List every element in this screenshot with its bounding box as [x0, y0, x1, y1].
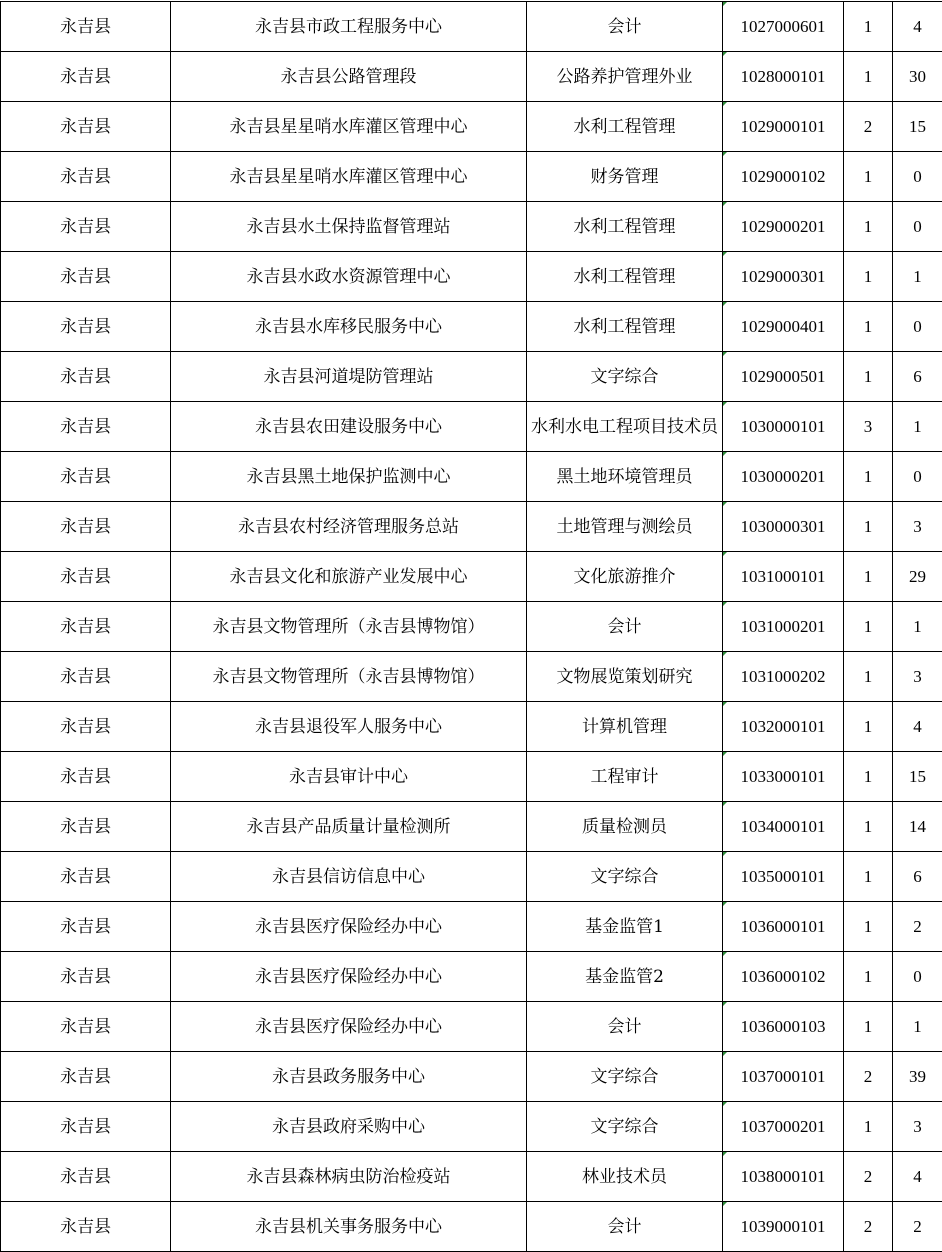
unit-name-cell: 永吉县农田建设服务中心 — [171, 402, 527, 452]
county-cell: 永吉县 — [1, 102, 171, 152]
hiring-count-cell: 1 — [844, 802, 893, 852]
table-body — [1, 2, 942, 1252]
position-cell: 会计 — [527, 2, 723, 52]
position-code-cell: 1036000101 — [723, 902, 844, 952]
hiring-count-cell: 2 — [844, 1152, 893, 1202]
county-cell: 永吉县 — [1, 752, 171, 802]
position-cell: 林业技术员 — [527, 1152, 723, 1202]
unit-name-cell: 永吉县文物管理所（永吉县博物馆） — [171, 652, 527, 702]
applicant-count-cell: 1 — [893, 602, 942, 652]
position-code-cell: 1036000102 — [723, 952, 844, 1002]
position-code-cell: 1029000102 — [723, 152, 844, 202]
unit-name-cell: 永吉县机关事务服务中心 — [171, 1202, 527, 1252]
table-row — [1, 102, 942, 152]
position-cell: 会计 — [527, 1002, 723, 1052]
county-cell: 永吉县 — [1, 1152, 171, 1202]
position-cell: 文字综合 — [527, 352, 723, 402]
table-row — [1, 352, 942, 402]
position-cell: 基金监管2 — [527, 952, 723, 1002]
table-row — [1, 652, 942, 702]
hiring-count-cell: 1 — [844, 52, 893, 102]
hiring-count-cell: 1 — [844, 1002, 893, 1052]
hiring-count-cell: 1 — [844, 252, 893, 302]
county-cell: 永吉县 — [1, 702, 171, 752]
county-cell: 永吉县 — [1, 1052, 171, 1102]
county-cell: 永吉县 — [1, 152, 171, 202]
applicant-count-cell: 0 — [893, 202, 942, 252]
applicant-count-cell: 3 — [893, 652, 942, 702]
table-row — [1, 952, 942, 1002]
position-code-cell: 1030000301 — [723, 502, 844, 552]
position-code-cell: 1030000201 — [723, 452, 844, 502]
county-cell: 永吉县 — [1, 802, 171, 852]
hiring-count-cell: 1 — [844, 952, 893, 1002]
hiring-count-cell: 1 — [844, 152, 893, 202]
unit-name-cell: 永吉县文化和旅游产业发展中心 — [171, 552, 527, 602]
hiring-count-cell: 1 — [844, 452, 893, 502]
unit-name-cell: 永吉县水库移民服务中心 — [171, 302, 527, 352]
county-cell: 永吉县 — [1, 602, 171, 652]
county-cell: 永吉县 — [1, 202, 171, 252]
table-row — [1, 52, 942, 102]
hiring-count-cell: 1 — [844, 652, 893, 702]
county-cell: 永吉县 — [1, 902, 171, 952]
position-code-cell: 1032000101 — [723, 702, 844, 752]
position-code-cell: 1031000202 — [723, 652, 844, 702]
table-row — [1, 252, 942, 302]
position-code-cell: 1029000201 — [723, 202, 844, 252]
hiring-count-cell: 1 — [844, 752, 893, 802]
table-row — [1, 802, 942, 852]
applicant-count-cell: 39 — [893, 1052, 942, 1102]
county-cell: 永吉县 — [1, 652, 171, 702]
unit-name-cell: 永吉县政务服务中心 — [171, 1052, 527, 1102]
applicant-count-cell: 0 — [893, 952, 942, 1002]
county-cell: 永吉县 — [1, 1102, 171, 1152]
hiring-count-cell: 1 — [844, 1102, 893, 1152]
position-cell: 文字综合 — [527, 852, 723, 902]
applicant-count-cell: 15 — [893, 752, 942, 802]
position-cell: 黑土地环境管理员 — [527, 452, 723, 502]
county-cell: 永吉县 — [1, 452, 171, 502]
applicant-count-cell: 0 — [893, 302, 942, 352]
position-cell: 水利工程管理 — [527, 202, 723, 252]
position-cell: 文字综合 — [527, 1052, 723, 1102]
unit-name-cell: 永吉县审计中心 — [171, 752, 527, 802]
position-code-cell: 1028000101 — [723, 52, 844, 102]
applicant-count-cell: 14 — [893, 802, 942, 852]
unit-name-cell: 永吉县文物管理所（永吉县博物馆） — [171, 602, 527, 652]
table-row — [1, 452, 942, 502]
county-cell: 永吉县 — [1, 552, 171, 602]
hiring-count-cell: 1 — [844, 352, 893, 402]
unit-name-cell: 永吉县医疗保险经办中心 — [171, 902, 527, 952]
hiring-count-cell: 2 — [844, 1202, 893, 1252]
position-cell: 文字综合 — [527, 1102, 723, 1152]
unit-name-cell: 永吉县森林病虫防治检疫站 — [171, 1152, 527, 1202]
county-cell: 永吉县 — [1, 252, 171, 302]
position-cell: 文物展览策划研究 — [527, 652, 723, 702]
hiring-count-cell: 1 — [844, 702, 893, 752]
applicant-count-cell: 4 — [893, 702, 942, 752]
position-code-cell: 1029000101 — [723, 102, 844, 152]
unit-name-cell: 永吉县农村经济管理服务总站 — [171, 502, 527, 552]
unit-name-cell: 永吉县产品质量计量检测所 — [171, 802, 527, 852]
county-cell: 永吉县 — [1, 502, 171, 552]
table-row — [1, 1102, 942, 1152]
applicant-count-cell: 3 — [893, 502, 942, 552]
position-cell: 水利水电工程项目技术员 — [527, 402, 723, 452]
unit-name-cell: 永吉县市政工程服务中心 — [171, 2, 527, 52]
position-code-cell: 1035000101 — [723, 852, 844, 902]
hiring-count-cell: 1 — [844, 902, 893, 952]
unit-name-cell: 永吉县星星哨水库灌区管理中心 — [171, 152, 527, 202]
unit-name-cell: 永吉县信访信息中心 — [171, 852, 527, 902]
hiring-count-cell: 1 — [844, 602, 893, 652]
position-cell: 公路养护管理外业 — [527, 52, 723, 102]
position-code-cell: 1038000101 — [723, 1152, 844, 1202]
table-row — [1, 852, 942, 902]
position-code-cell: 1027000601 — [723, 2, 844, 52]
county-cell: 永吉县 — [1, 402, 171, 452]
applicant-count-cell: 29 — [893, 552, 942, 602]
unit-name-cell: 永吉县公路管理段 — [171, 52, 527, 102]
position-cell: 水利工程管理 — [527, 302, 723, 352]
table-row — [1, 1052, 942, 1102]
position-cell: 水利工程管理 — [527, 252, 723, 302]
table-row — [1, 1002, 942, 1052]
unit-name-cell: 永吉县黑土地保护监测中心 — [171, 452, 527, 502]
table-row — [1, 552, 942, 602]
applicant-count-cell: 2 — [893, 1202, 942, 1252]
hiring-count-cell: 1 — [844, 852, 893, 902]
table-row — [1, 902, 942, 952]
county-cell: 永吉县 — [1, 2, 171, 52]
unit-name-cell: 永吉县星星哨水库灌区管理中心 — [171, 102, 527, 152]
county-cell: 永吉县 — [1, 1202, 171, 1252]
unit-name-cell: 永吉县医疗保险经办中心 — [171, 1002, 527, 1052]
table-row — [1, 402, 942, 452]
position-code-cell: 1036000103 — [723, 1002, 844, 1052]
position-code-cell: 1037000201 — [723, 1102, 844, 1152]
county-cell: 永吉县 — [1, 52, 171, 102]
hiring-count-cell: 3 — [844, 402, 893, 452]
hiring-count-cell: 2 — [844, 102, 893, 152]
unit-name-cell: 永吉县河道堤防管理站 — [171, 352, 527, 402]
county-cell: 永吉县 — [1, 852, 171, 902]
applicant-count-cell: 0 — [893, 152, 942, 202]
unit-name-cell: 永吉县水政水资源管理中心 — [171, 252, 527, 302]
unit-name-cell: 永吉县退役军人服务中心 — [171, 702, 527, 752]
position-cell: 水利工程管理 — [527, 102, 723, 152]
applicant-count-cell: 6 — [893, 852, 942, 902]
applicant-count-cell: 1 — [893, 402, 942, 452]
position-code-cell: 1029000401 — [723, 302, 844, 352]
position-code-cell: 1031000101 — [723, 552, 844, 602]
hiring-count-cell: 1 — [844, 552, 893, 602]
hiring-count-cell: 1 — [844, 2, 893, 52]
hiring-count-cell: 1 — [844, 202, 893, 252]
position-code-cell: 1031000201 — [723, 602, 844, 652]
table-row — [1, 502, 942, 552]
position-code-cell: 1033000101 — [723, 752, 844, 802]
applicant-count-cell: 4 — [893, 2, 942, 52]
table-row — [1, 752, 942, 802]
table-row — [1, 602, 942, 652]
position-cell: 土地管理与测绘员 — [527, 502, 723, 552]
unit-name-cell: 永吉县政府采购中心 — [171, 1102, 527, 1152]
applicant-count-cell: 3 — [893, 1102, 942, 1152]
hiring-count-cell: 1 — [844, 302, 893, 352]
unit-name-cell: 永吉县水土保持监督管理站 — [171, 202, 527, 252]
position-cell: 质量检测员 — [527, 802, 723, 852]
applicant-count-cell: 2 — [893, 902, 942, 952]
position-cell: 财务管理 — [527, 152, 723, 202]
table-row — [1, 1202, 942, 1252]
table-row — [1, 152, 942, 202]
table-row — [1, 202, 942, 252]
table-row — [1, 2, 942, 52]
position-cell: 工程审计 — [527, 752, 723, 802]
applicant-count-cell: 0 — [893, 452, 942, 502]
hiring-count-cell: 2 — [844, 1052, 893, 1102]
position-code-cell: 1037000101 — [723, 1052, 844, 1102]
table-row — [1, 702, 942, 752]
county-cell: 永吉县 — [1, 352, 171, 402]
position-code-cell: 1029000301 — [723, 252, 844, 302]
table-row — [1, 302, 942, 352]
unit-name-cell: 永吉县医疗保险经办中心 — [171, 952, 527, 1002]
position-cell: 会计 — [527, 602, 723, 652]
position-cell: 会计 — [527, 1202, 723, 1252]
position-code-cell: 1039000101 — [723, 1202, 844, 1252]
positions-table — [0, 1, 942, 1252]
applicant-count-cell: 1 — [893, 252, 942, 302]
applicant-count-cell: 1 — [893, 1002, 942, 1052]
position-code-cell: 1029000501 — [723, 352, 844, 402]
applicant-count-cell: 4 — [893, 1152, 942, 1202]
hiring-count-cell: 1 — [844, 502, 893, 552]
applicant-count-cell: 30 — [893, 52, 942, 102]
county-cell: 永吉县 — [1, 1002, 171, 1052]
applicant-count-cell: 15 — [893, 102, 942, 152]
position-cell: 基金监管1 — [527, 902, 723, 952]
position-code-cell: 1034000101 — [723, 802, 844, 852]
position-cell: 计算机管理 — [527, 702, 723, 752]
table-row — [1, 1152, 942, 1202]
county-cell: 永吉县 — [1, 952, 171, 1002]
position-cell: 文化旅游推介 — [527, 552, 723, 602]
county-cell: 永吉县 — [1, 302, 171, 352]
applicant-count-cell: 6 — [893, 352, 942, 402]
position-code-cell: 1030000101 — [723, 402, 844, 452]
